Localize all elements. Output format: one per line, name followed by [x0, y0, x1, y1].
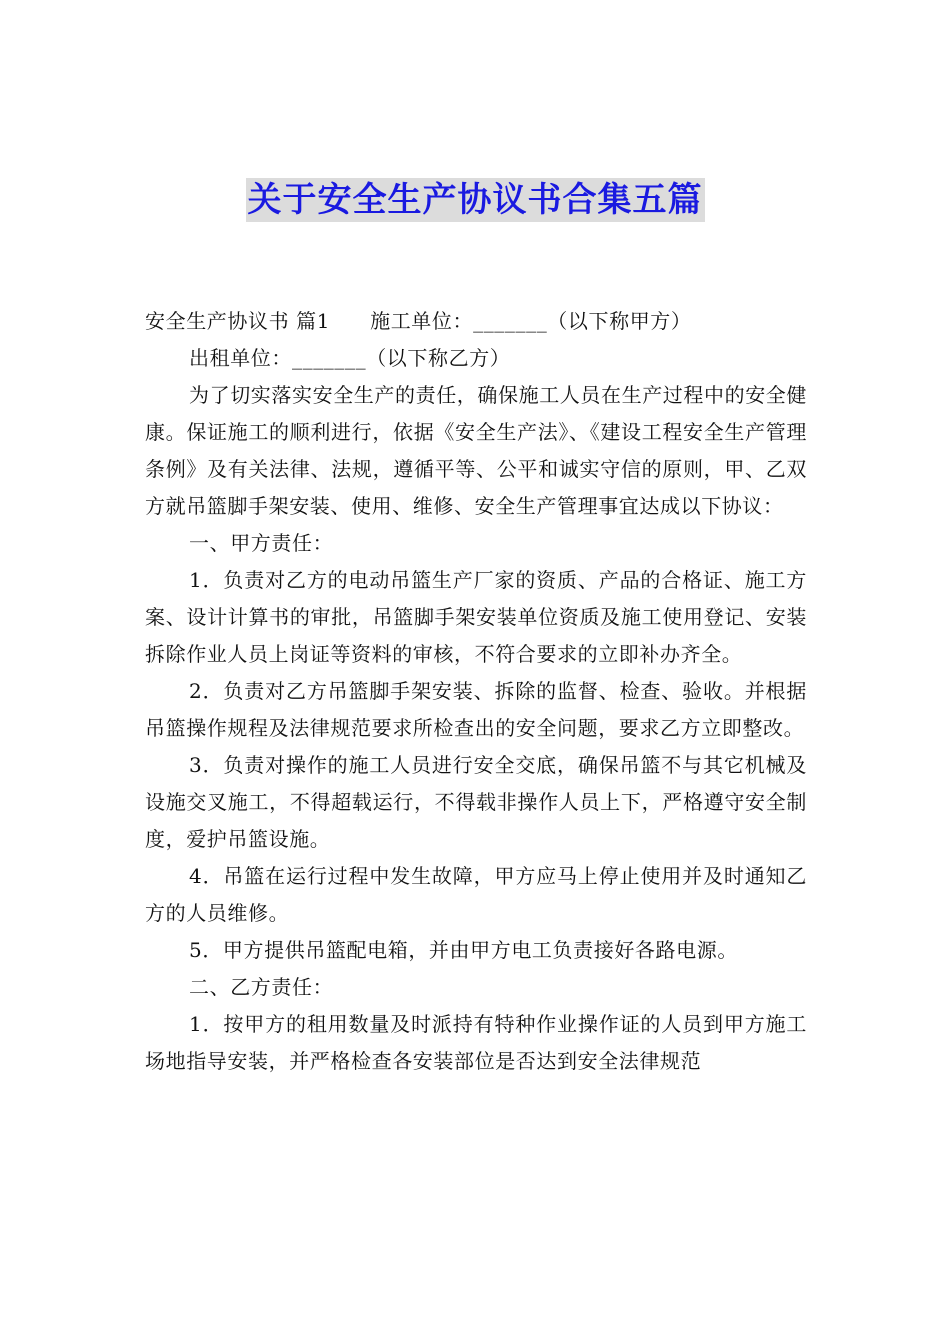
- paragraph-intro: 为了切实落实安全生产的责任，确保施工人员在生产过程中的安全健康。保证施工的顺利进行，依据《安全生产法》、《建设工程安全生产管理条例》及有关法律、法规，遵循平等、公平和诚实守信的原则，甲、乙双方就吊篮脚手架安装、使用、维修、安全生产管理事宜达成以下协议：: [145, 383, 807, 518]
- header-line: [145, 303, 807, 340]
- party-a-item-1: 1．负责对乙方的电动吊篮生产厂家的资质、产品的合格证、施工方案、设计计算书的审批，吊篮脚手架安装单位资质及施工使用登记、安装拆除作业人员上岗证等资料的审核，不符合要求的立即补办齐全。: [145, 568, 807, 666]
- lessee-line: 出租单位：_______（以下称乙方）: [189, 346, 511, 370]
- party-a-heading: 一、甲方责任：: [189, 531, 334, 555]
- document-body: [145, 303, 807, 1080]
- title-container: [0, 178, 950, 222]
- party-b-item-1: 1．按甲方的租用数量及时派持有特种作业操作证的人员到甲方施工场地指导安装，并严格检查各安装部位是否达到安全法律规范: [145, 1012, 807, 1073]
- party-a-item-4: 4．吊篮在运行过程中发生故障，甲方应马上停止使用并及时通知乙方的人员维修。: [145, 864, 807, 925]
- party-a-item-3: 3．负责对操作的施工人员进行安全交底，确保吊篮不与其它机械及设施交叉施工，不得超载运行，不得载非操作人员上下，严格遵守安全制度，爱护吊篮设施。: [145, 753, 807, 851]
- party-a-item-2: 2．负责对乙方吊篮脚手架安装、拆除的监督、检查、验收。并根据吊篮操作规程及法律规范要求所检查出的安全问题，要求乙方立即整改。: [145, 679, 807, 740]
- document-title: 关于安全生产协议书合集五篇: [247, 180, 703, 220]
- contractor-line: 施工单位：_______（以下称甲方）: [370, 309, 692, 333]
- party-a-item-5: 5．甲方提供吊篮配电箱，并由甲方电工负责接好各路电源。: [189, 938, 738, 962]
- party-b-heading: 二、乙方责任：: [189, 975, 334, 999]
- section-heading: 安全生产协议书 篇1: [145, 309, 331, 333]
